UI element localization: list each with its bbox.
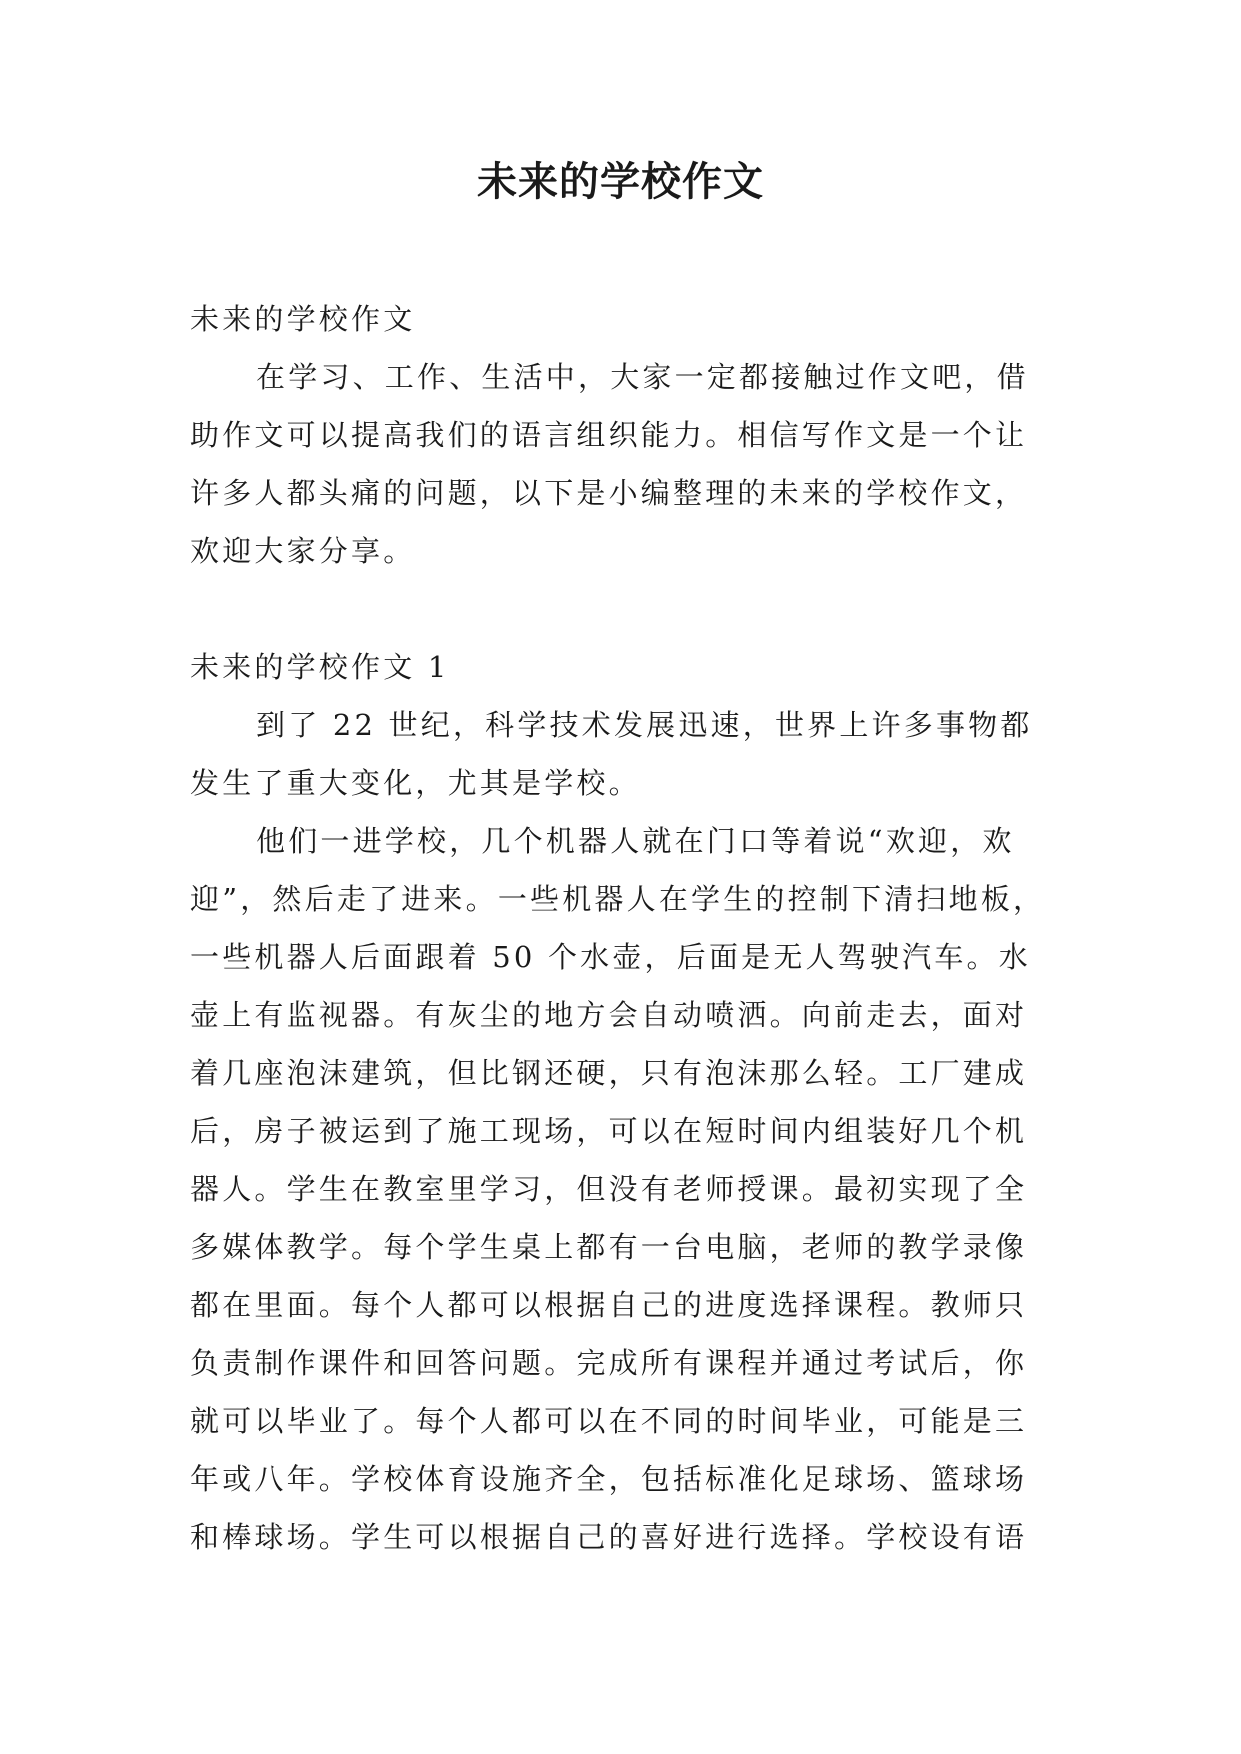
paragraph-line: 迎”，然后走了进来。一些机器人在学生的控制下清扫地板， bbox=[190, 882, 1046, 916]
paragraph-line: 年或八年。学校体育设施齐全，包括标准化足球场、篮球场 bbox=[190, 1462, 1028, 1496]
intro-line: 许多人都头痛的问题，以下是小编整理的未来的学校作文， bbox=[190, 476, 1028, 510]
intro-line: 在学习、工作、生活中，大家一定都接触过作文吧，借 bbox=[256, 360, 1029, 394]
paragraph-line: 他们一进学校，几个机器人就在门口等着说“欢迎，欢 bbox=[256, 824, 1015, 858]
paragraph-line: 后，房子被运到了施工现场，可以在短时间内组装好几个机 bbox=[190, 1114, 1028, 1148]
paragraph-line: 都在里面。每个人都可以根据自己的进度选择课程。教师只 bbox=[190, 1288, 1028, 1322]
paragraph-line: 壶上有监视器。有灰尘的地方会自动喷洒。向前走去，面对 bbox=[190, 998, 1028, 1032]
intro-line: 欢迎大家分享。 bbox=[190, 534, 416, 568]
paragraph-line: 着几座泡沫建筑，但比钢还硬，只有泡沫那么轻。工厂建成 bbox=[190, 1056, 1028, 1090]
paragraph-line: 就可以毕业了。每个人都可以在不同的时间毕业，可能是三 bbox=[190, 1404, 1028, 1438]
paragraph-line: 和棒球场。学生可以根据自己的喜好进行选择。学校设有语 bbox=[190, 1520, 1028, 1554]
paragraph-line: 多媒体教学。每个学生桌上都有一台电脑，老师的教学录像 bbox=[190, 1230, 1028, 1264]
paragraph-line: 器人。学生在教室里学习，但没有老师授课。最初实现了全 bbox=[190, 1172, 1028, 1206]
paragraph-line: 到了 22 世纪，科学技术发展迅速，世界上许多事物都 bbox=[256, 708, 1033, 742]
intro-line: 助作文可以提高我们的语言组织能力。相信写作文是一个让 bbox=[190, 418, 1028, 452]
intro-heading: 未来的学校作文 bbox=[190, 302, 416, 336]
document-body bbox=[190, 290, 1052, 1566]
paragraph-line: 发生了重大变化，尤其是学校。 bbox=[190, 766, 641, 800]
paragraph-line: 负责制作课件和回答问题。完成所有课程并通过考试后，你 bbox=[190, 1346, 1028, 1380]
paragraph-line: 一些机器人后面跟着 50 个水壶，后面是无人驾驶汽车。水 bbox=[190, 940, 1031, 974]
document-title: 未来的学校作文 bbox=[477, 158, 764, 205]
section-heading: 未来的学校作文 1 bbox=[190, 650, 450, 684]
blank-line bbox=[190, 580, 1052, 638]
